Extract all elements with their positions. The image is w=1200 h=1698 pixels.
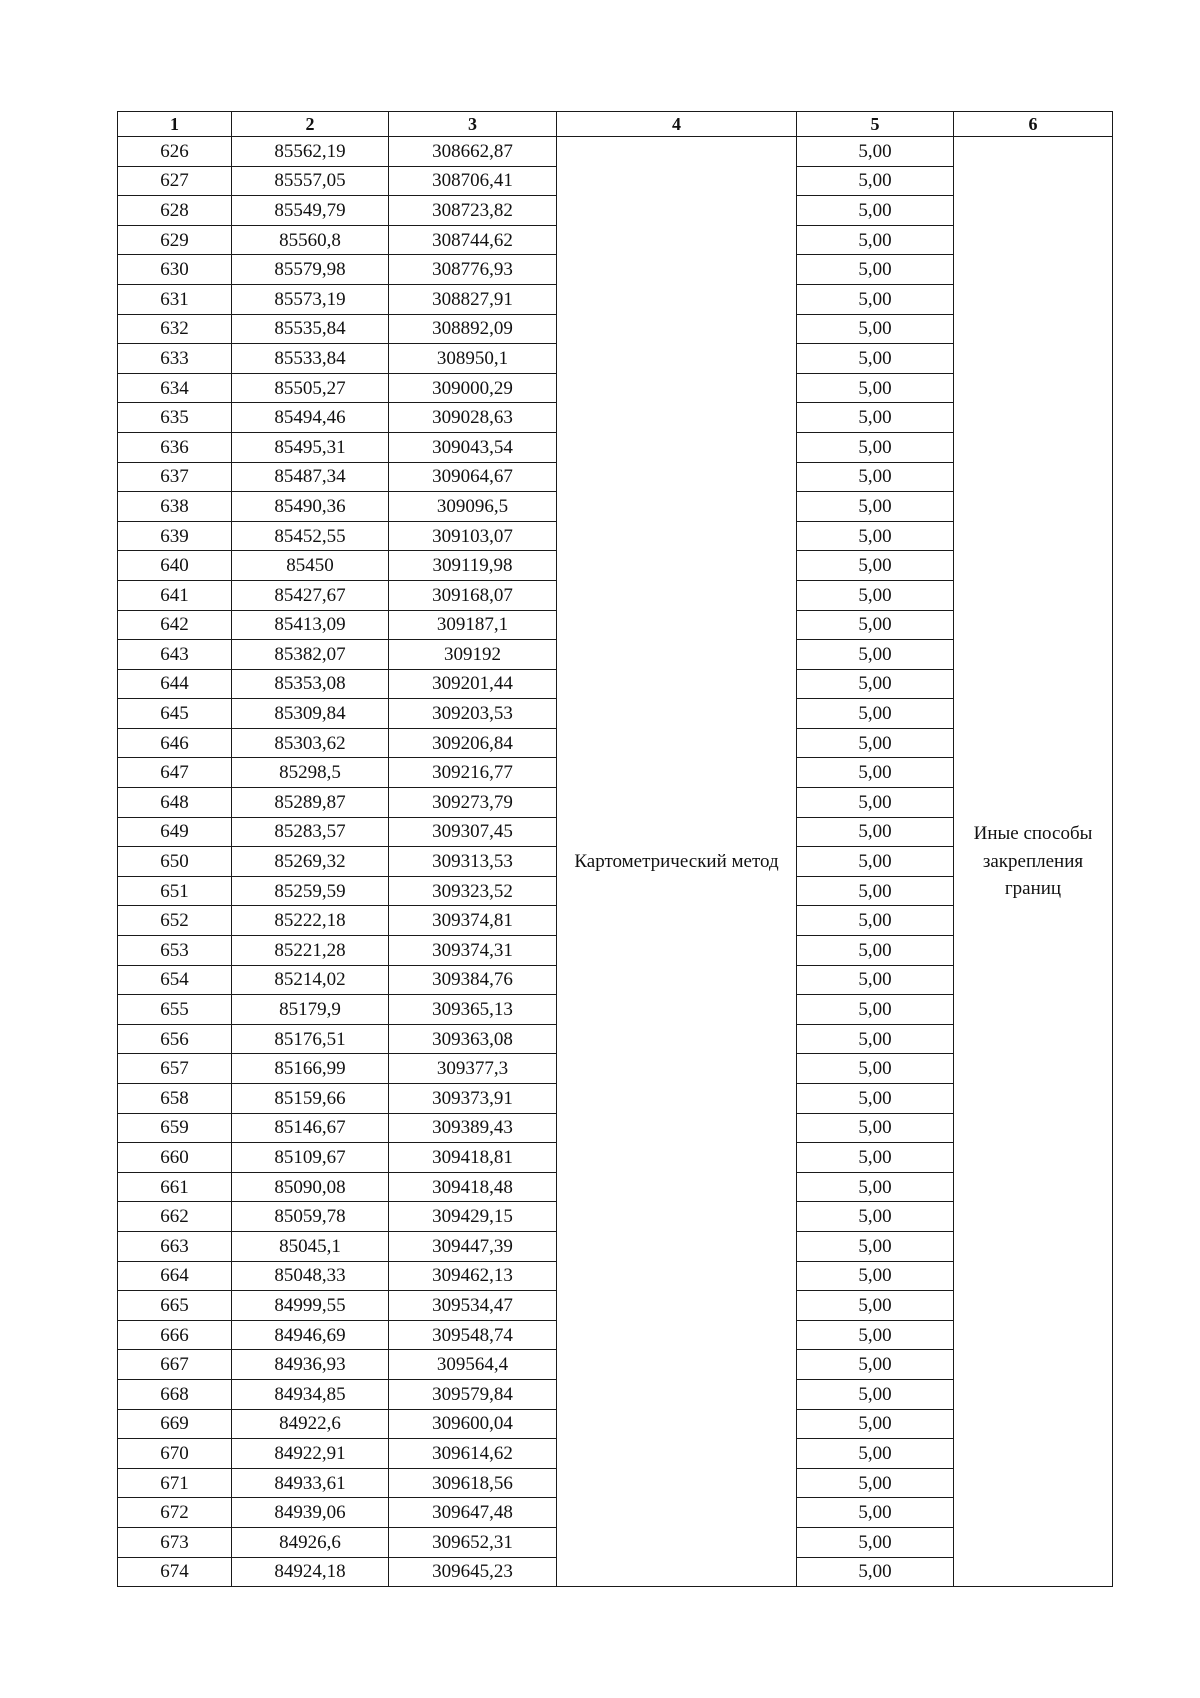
x-coordinate-cell: 85560,8 [232, 225, 389, 255]
point-number-cell: 656 [118, 1024, 232, 1054]
x-coordinate-cell: 85487,34 [232, 462, 389, 492]
point-number-cell: 661 [118, 1172, 232, 1202]
x-coordinate-cell: 85382,07 [232, 640, 389, 670]
point-number-cell: 672 [118, 1498, 232, 1528]
point-number-cell: 668 [118, 1379, 232, 1409]
x-coordinate-cell: 84933,61 [232, 1468, 389, 1498]
point-number-cell: 673 [118, 1527, 232, 1557]
y-coordinate-cell: 308827,91 [389, 284, 557, 314]
point-number-cell: 652 [118, 906, 232, 936]
point-number-cell: 648 [118, 788, 232, 818]
table-body [118, 137, 1113, 1587]
accuracy-cell: 5,00 [797, 758, 954, 788]
x-coordinate-cell: 85090,08 [232, 1172, 389, 1202]
y-coordinate-cell: 309548,74 [389, 1320, 557, 1350]
y-coordinate-cell: 309377,3 [389, 1054, 557, 1084]
fixing-method-cell: Иные способы закрепления границ [954, 137, 1113, 1587]
y-coordinate-cell: 309579,84 [389, 1379, 557, 1409]
point-number-cell: 627 [118, 166, 232, 196]
y-coordinate-cell: 309192 [389, 640, 557, 670]
accuracy-cell: 5,00 [797, 521, 954, 551]
accuracy-cell: 5,00 [797, 1172, 954, 1202]
point-number-cell: 629 [118, 225, 232, 255]
point-number-cell: 653 [118, 936, 232, 966]
y-coordinate-cell: 308892,09 [389, 314, 557, 344]
x-coordinate-cell: 85490,36 [232, 492, 389, 522]
method-cell: Картометрический метод [557, 137, 797, 1587]
accuracy-cell: 5,00 [797, 1379, 954, 1409]
table-row [118, 137, 1113, 167]
x-coordinate-cell: 85298,5 [232, 758, 389, 788]
accuracy-cell: 5,00 [797, 432, 954, 462]
x-coordinate-cell: 85166,99 [232, 1054, 389, 1084]
point-number-cell: 633 [118, 344, 232, 374]
y-coordinate-cell: 309313,53 [389, 847, 557, 877]
point-number-cell: 635 [118, 403, 232, 433]
point-number-cell: 657 [118, 1054, 232, 1084]
y-coordinate-cell: 309365,13 [389, 995, 557, 1025]
accuracy-cell: 5,00 [797, 314, 954, 344]
point-number-cell: 641 [118, 580, 232, 610]
point-number-cell: 631 [118, 284, 232, 314]
x-coordinate-cell: 85146,67 [232, 1113, 389, 1143]
x-coordinate-cell: 84999,55 [232, 1291, 389, 1321]
x-coordinate-cell: 84939,06 [232, 1498, 389, 1528]
x-coordinate-cell: 85179,9 [232, 995, 389, 1025]
point-number-cell: 645 [118, 699, 232, 729]
accuracy-cell: 5,00 [797, 166, 954, 196]
y-coordinate-cell: 309216,77 [389, 758, 557, 788]
header-col-1: 1 [118, 112, 232, 137]
header-col-4: 4 [557, 112, 797, 137]
point-number-cell: 674 [118, 1557, 232, 1587]
x-coordinate-cell: 84934,85 [232, 1379, 389, 1409]
x-coordinate-cell: 85289,87 [232, 788, 389, 818]
y-coordinate-cell: 309429,15 [389, 1202, 557, 1232]
accuracy-cell: 5,00 [797, 906, 954, 936]
point-number-cell: 649 [118, 817, 232, 847]
y-coordinate-cell: 309645,23 [389, 1557, 557, 1587]
x-coordinate-cell: 85221,28 [232, 936, 389, 966]
point-number-cell: 660 [118, 1143, 232, 1173]
accuracy-cell: 5,00 [797, 1054, 954, 1084]
header-col-6: 6 [954, 112, 1113, 137]
point-number-cell: 644 [118, 669, 232, 699]
y-coordinate-cell: 309384,76 [389, 965, 557, 995]
x-coordinate-cell: 85427,67 [232, 580, 389, 610]
header-row [118, 112, 1113, 137]
x-coordinate-cell: 85176,51 [232, 1024, 389, 1054]
x-coordinate-cell: 85562,19 [232, 137, 389, 167]
accuracy-cell: 5,00 [797, 876, 954, 906]
x-coordinate-cell: 85059,78 [232, 1202, 389, 1232]
y-coordinate-cell: 308950,1 [389, 344, 557, 374]
accuracy-cell: 5,00 [797, 1468, 954, 1498]
x-coordinate-cell: 85283,57 [232, 817, 389, 847]
point-number-cell: 630 [118, 255, 232, 285]
point-number-cell: 636 [118, 432, 232, 462]
y-coordinate-cell: 309363,08 [389, 1024, 557, 1054]
x-coordinate-cell: 85159,66 [232, 1084, 389, 1114]
y-coordinate-cell: 309647,48 [389, 1498, 557, 1528]
accuracy-cell: 5,00 [797, 1320, 954, 1350]
header-col-5: 5 [797, 112, 954, 137]
x-coordinate-cell: 85573,19 [232, 284, 389, 314]
x-coordinate-cell: 85214,02 [232, 965, 389, 995]
table-header [118, 112, 1113, 137]
y-coordinate-cell: 308776,93 [389, 255, 557, 285]
accuracy-cell: 5,00 [797, 1498, 954, 1528]
x-coordinate-cell: 85222,18 [232, 906, 389, 936]
y-coordinate-cell: 309187,1 [389, 610, 557, 640]
accuracy-cell: 5,00 [797, 1527, 954, 1557]
y-coordinate-cell: 308744,62 [389, 225, 557, 255]
accuracy-cell: 5,00 [797, 1439, 954, 1469]
x-coordinate-cell: 84922,91 [232, 1439, 389, 1469]
y-coordinate-cell: 309373,91 [389, 1084, 557, 1114]
accuracy-cell: 5,00 [797, 225, 954, 255]
point-number-cell: 662 [118, 1202, 232, 1232]
y-coordinate-cell: 309374,31 [389, 936, 557, 966]
point-number-cell: 640 [118, 551, 232, 581]
x-coordinate-cell: 85259,59 [232, 876, 389, 906]
point-number-cell: 667 [118, 1350, 232, 1380]
point-number-cell: 637 [118, 462, 232, 492]
y-coordinate-cell: 309618,56 [389, 1468, 557, 1498]
accuracy-cell: 5,00 [797, 965, 954, 995]
accuracy-cell: 5,00 [797, 1409, 954, 1439]
point-number-cell: 638 [118, 492, 232, 522]
y-coordinate-cell: 309000,29 [389, 373, 557, 403]
accuracy-cell: 5,00 [797, 551, 954, 581]
y-coordinate-cell: 309389,43 [389, 1113, 557, 1143]
point-number-cell: 655 [118, 995, 232, 1025]
x-coordinate-cell: 85450 [232, 551, 389, 581]
point-number-cell: 654 [118, 965, 232, 995]
x-coordinate-cell: 85269,32 [232, 847, 389, 877]
y-coordinate-cell: 309462,13 [389, 1261, 557, 1291]
accuracy-cell: 5,00 [797, 1291, 954, 1321]
y-coordinate-cell: 309418,48 [389, 1172, 557, 1202]
x-coordinate-cell: 85109,67 [232, 1143, 389, 1173]
accuracy-cell: 5,00 [797, 847, 954, 877]
accuracy-cell: 5,00 [797, 1261, 954, 1291]
accuracy-cell: 5,00 [797, 284, 954, 314]
x-coordinate-cell: 84946,69 [232, 1320, 389, 1350]
y-coordinate-cell: 309600,04 [389, 1409, 557, 1439]
point-number-cell: 643 [118, 640, 232, 670]
point-number-cell: 650 [118, 847, 232, 877]
y-coordinate-cell: 309534,47 [389, 1291, 557, 1321]
point-number-cell: 669 [118, 1409, 232, 1439]
y-coordinate-cell: 309043,54 [389, 432, 557, 462]
accuracy-cell: 5,00 [797, 1557, 954, 1587]
point-number-cell: 626 [118, 137, 232, 167]
x-coordinate-cell: 85303,62 [232, 728, 389, 758]
x-coordinate-cell: 85045,1 [232, 1231, 389, 1261]
point-number-cell: 646 [118, 728, 232, 758]
accuracy-cell: 5,00 [797, 462, 954, 492]
y-coordinate-cell: 309447,39 [389, 1231, 557, 1261]
x-coordinate-cell: 85495,31 [232, 432, 389, 462]
y-coordinate-cell: 309564,4 [389, 1350, 557, 1380]
accuracy-cell: 5,00 [797, 1231, 954, 1261]
y-coordinate-cell: 309273,79 [389, 788, 557, 818]
accuracy-cell: 5,00 [797, 640, 954, 670]
point-number-cell: 628 [118, 196, 232, 226]
y-coordinate-cell: 309096,5 [389, 492, 557, 522]
accuracy-cell: 5,00 [797, 137, 954, 167]
point-number-cell: 658 [118, 1084, 232, 1114]
y-coordinate-cell: 309028,63 [389, 403, 557, 433]
accuracy-cell: 5,00 [797, 1350, 954, 1380]
y-coordinate-cell: 309064,67 [389, 462, 557, 492]
point-number-cell: 639 [118, 521, 232, 551]
accuracy-cell: 5,00 [797, 995, 954, 1025]
x-coordinate-cell: 84924,18 [232, 1557, 389, 1587]
accuracy-cell: 5,00 [797, 699, 954, 729]
accuracy-cell: 5,00 [797, 1024, 954, 1054]
y-coordinate-cell: 309323,52 [389, 876, 557, 906]
x-coordinate-cell: 84922,6 [232, 1409, 389, 1439]
y-coordinate-cell: 309418,81 [389, 1143, 557, 1173]
x-coordinate-cell: 85353,08 [232, 669, 389, 699]
x-coordinate-cell: 85533,84 [232, 344, 389, 374]
x-coordinate-cell: 85579,98 [232, 255, 389, 285]
accuracy-cell: 5,00 [797, 1113, 954, 1143]
accuracy-cell: 5,00 [797, 344, 954, 374]
accuracy-cell: 5,00 [797, 373, 954, 403]
y-coordinate-cell: 309103,07 [389, 521, 557, 551]
accuracy-cell: 5,00 [797, 492, 954, 522]
accuracy-cell: 5,00 [797, 728, 954, 758]
x-coordinate-cell: 85505,27 [232, 373, 389, 403]
accuracy-cell: 5,00 [797, 403, 954, 433]
point-number-cell: 666 [118, 1320, 232, 1350]
accuracy-cell: 5,00 [797, 610, 954, 640]
x-coordinate-cell: 85494,46 [232, 403, 389, 433]
header-col-3: 3 [389, 112, 557, 137]
accuracy-cell: 5,00 [797, 196, 954, 226]
y-coordinate-cell: 309652,31 [389, 1527, 557, 1557]
y-coordinate-cell: 309168,07 [389, 580, 557, 610]
accuracy-cell: 5,00 [797, 817, 954, 847]
point-number-cell: 651 [118, 876, 232, 906]
y-coordinate-cell: 309307,45 [389, 817, 557, 847]
point-number-cell: 634 [118, 373, 232, 403]
point-number-cell: 664 [118, 1261, 232, 1291]
point-number-cell: 663 [118, 1231, 232, 1261]
y-coordinate-cell: 309203,53 [389, 699, 557, 729]
y-coordinate-cell: 308662,87 [389, 137, 557, 167]
point-number-cell: 671 [118, 1468, 232, 1498]
y-coordinate-cell: 309206,84 [389, 728, 557, 758]
y-coordinate-cell: 308723,82 [389, 196, 557, 226]
x-coordinate-cell: 84926,6 [232, 1527, 389, 1557]
point-number-cell: 632 [118, 314, 232, 344]
accuracy-cell: 5,00 [797, 1143, 954, 1173]
x-coordinate-cell: 85549,79 [232, 196, 389, 226]
x-coordinate-cell: 85452,55 [232, 521, 389, 551]
accuracy-cell: 5,00 [797, 936, 954, 966]
header-col-2: 2 [232, 112, 389, 137]
point-number-cell: 659 [118, 1113, 232, 1143]
accuracy-cell: 5,00 [797, 580, 954, 610]
accuracy-cell: 5,00 [797, 669, 954, 699]
y-coordinate-cell: 309374,81 [389, 906, 557, 936]
coordinates-table [117, 111, 1113, 1587]
x-coordinate-cell: 85309,84 [232, 699, 389, 729]
y-coordinate-cell: 309119,98 [389, 551, 557, 581]
accuracy-cell: 5,00 [797, 1202, 954, 1232]
point-number-cell: 670 [118, 1439, 232, 1469]
x-coordinate-cell: 85535,84 [232, 314, 389, 344]
accuracy-cell: 5,00 [797, 1084, 954, 1114]
accuracy-cell: 5,00 [797, 788, 954, 818]
x-coordinate-cell: 85048,33 [232, 1261, 389, 1291]
point-number-cell: 665 [118, 1291, 232, 1321]
point-number-cell: 642 [118, 610, 232, 640]
point-number-cell: 647 [118, 758, 232, 788]
y-coordinate-cell: 308706,41 [389, 166, 557, 196]
accuracy-cell: 5,00 [797, 255, 954, 285]
y-coordinate-cell: 309614,62 [389, 1439, 557, 1469]
y-coordinate-cell: 309201,44 [389, 669, 557, 699]
x-coordinate-cell: 84936,93 [232, 1350, 389, 1380]
x-coordinate-cell: 85413,09 [232, 610, 389, 640]
x-coordinate-cell: 85557,05 [232, 166, 389, 196]
